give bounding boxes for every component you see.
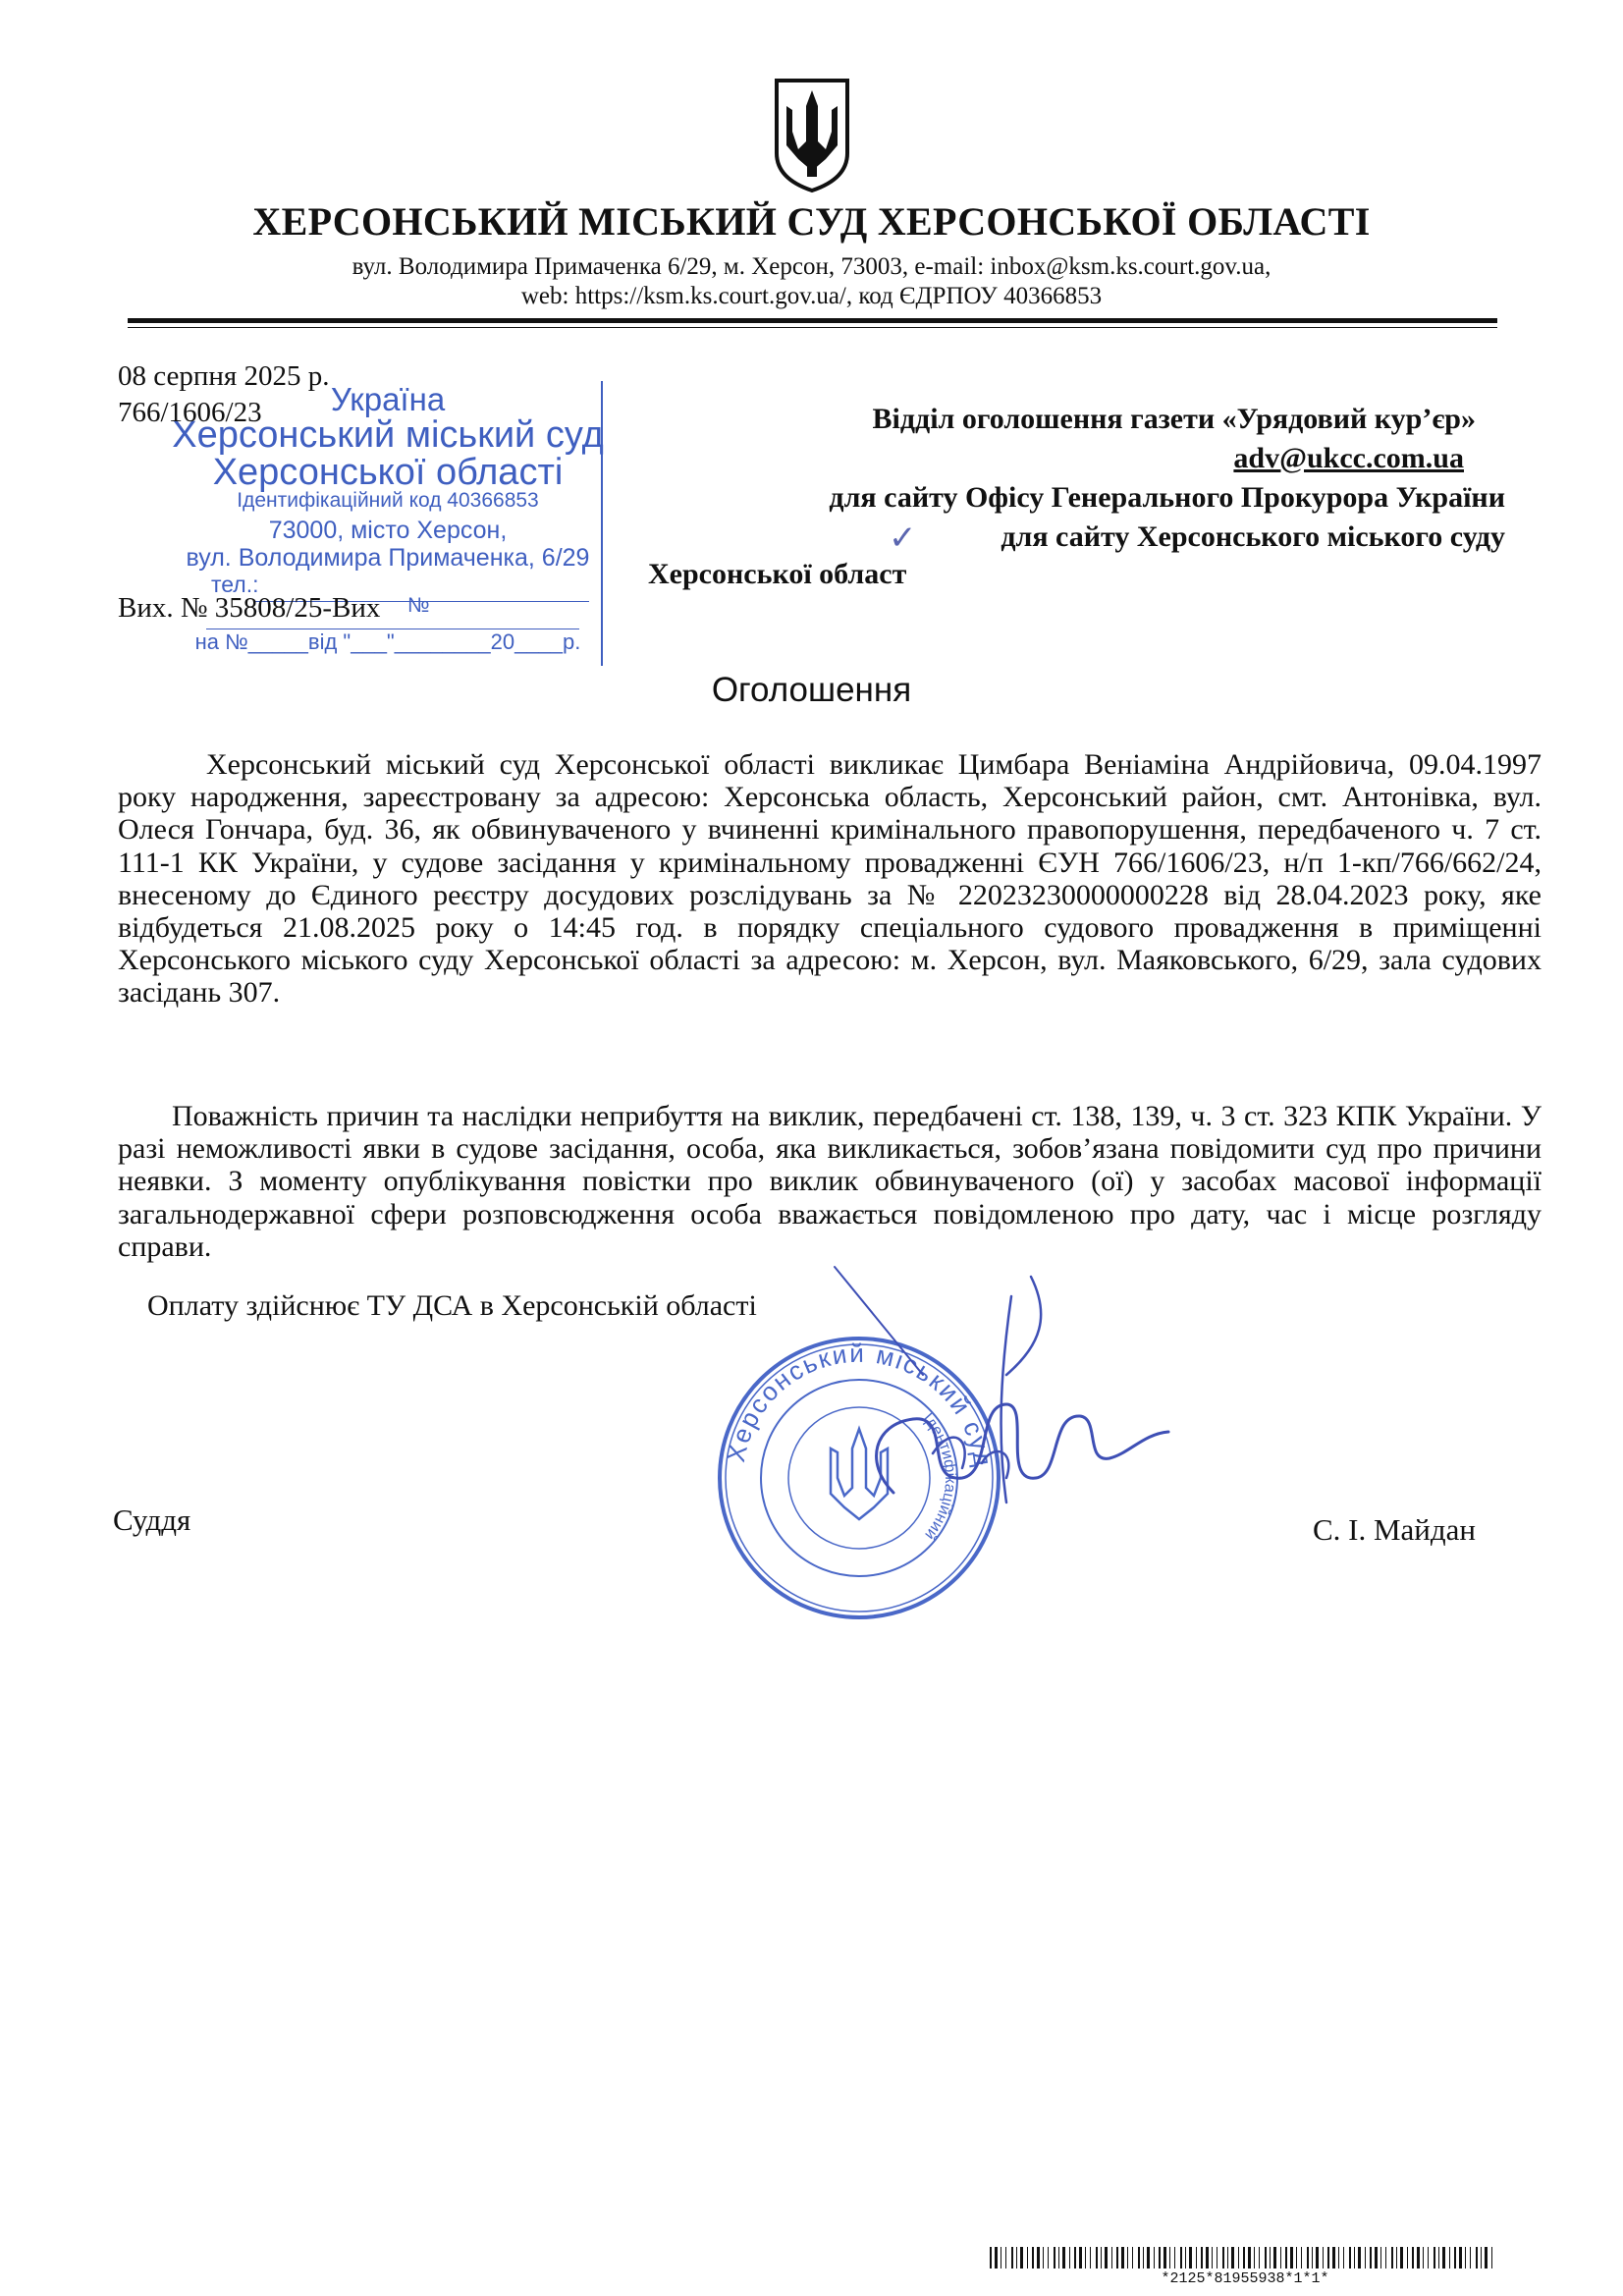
stamp-id-code: Ідентифікаційний код 40366853 [237,489,539,512]
barcode-text: *2125*81955938*1*1* [1161,2270,1329,2287]
check-mark-icon: ✓ [889,519,917,558]
stamp-street: вул. Володимира Примаченка, 6/29 [186,544,590,572]
addressee-court-site: для сайту Херсонського міського суду [1001,520,1505,553]
stamp-city: 73000, місто Херсон, [268,517,508,544]
addressee-newspaper: Відділ оголошення газети «Урядовий кур’єр» [872,403,1476,435]
court-address: вул. Володимира Примаченка 6/29, м. Херсон, 73003, e-mail: inbox@ksm.ks.court.gov.ua, [352,253,1271,280]
notice-paragraph: Херсонський міський суд Херсонської області викликає Цимбара Веніаміна Андрійовича, 09.04.1997 року народження, зареєстровану за адресою: Херсонська область, Херсонський район, смт. Антонівка, вул. Олеся Гончара, буд. 36, як обвинуваченого у вчиненні кримінального правопорушення, передбаченого ч. 7 ст. 111-1 КК України, у судове засідання у кримінальному провадженні ЄУН 766/1606/23, н/п 1-кп/766/662/24, внесеному до Єдиного реєстру досудових розслідувань за № 22023230000000228 від 28.04.2023 року, яке відбудеться 21.08.2025 року о 14:45 год. в порядку спеціального судового провадження в приміщенні Херсонського міського суду Херсонської області за адресою: м. Херсон, вул. Маяковського, 6/29, зала судових засідань 307. [118,748,1542,1010]
notice-title: Оголошення [711,671,912,709]
judge-name: С. І. Майдан [1312,1512,1476,1547]
addressee-court-site-cont: Херсонської област [648,558,907,590]
stamp-country: Україна [330,381,446,417]
stamp-number: № [407,594,430,617]
stamp-region: Херсонської області [212,452,564,493]
seal-ring-text: Херсонський міський суд [721,1338,999,1470]
barcode [990,2247,1500,2269]
seal-inner-text: Ідентифікаційний [919,1410,959,1543]
judge-role: Суддя [113,1503,191,1537]
header-divider [128,318,1497,323]
coat-of-arms-icon [771,77,853,194]
stamp-tel: тел.: [211,572,259,597]
document-date: 08 серпня 2025 р. [118,360,330,392]
notice-paragraph: Оплату здійснює ТУ ДСА в Херсонській області [147,1289,757,1322]
outgoing-number: Вих. № 35808/25-Вих [118,592,381,624]
case-number: 766/1606/23 [118,397,262,428]
court-title: ХЕРСОНСЬКИЙ МІСЬКИЙ СУД ХЕРСОНСЬКОЇ ОБЛАСТІ [252,199,1371,244]
addressee-prosecutor: для сайту Офісу Генерального Прокурора України [829,481,1505,514]
court-web-line: web: https://ksm.ks.court.gov.ua/, код ЄДРПОУ 40366853 [520,283,1103,309]
addressee-email: adv@ukcc.com.ua [1233,442,1464,474]
stamp-court: Херсонський міський суд [172,414,604,456]
header-divider-thin [128,327,1497,328]
notice-paragraph: Поважність причин та наслідки неприбуття на виклик, передбачені ст. 138, 139, ч. 3 ст. 323 КПК України. У разі неможливості явки в судове засідання, особа, яка викликається, зобов’язана повідомити суд про причини неявки. З моменту опублікування повістки про виклик обвинуваченого (ої) у засобах масової інформації загальнодержавної сфери розповсюдження особа вважається повідомленою про дату, час і місце розгляду справи. [118,1100,1542,1263]
signature [805,1257,1178,1552]
stamp-reference: на №_____від "___"________20____р. [194,629,581,654]
